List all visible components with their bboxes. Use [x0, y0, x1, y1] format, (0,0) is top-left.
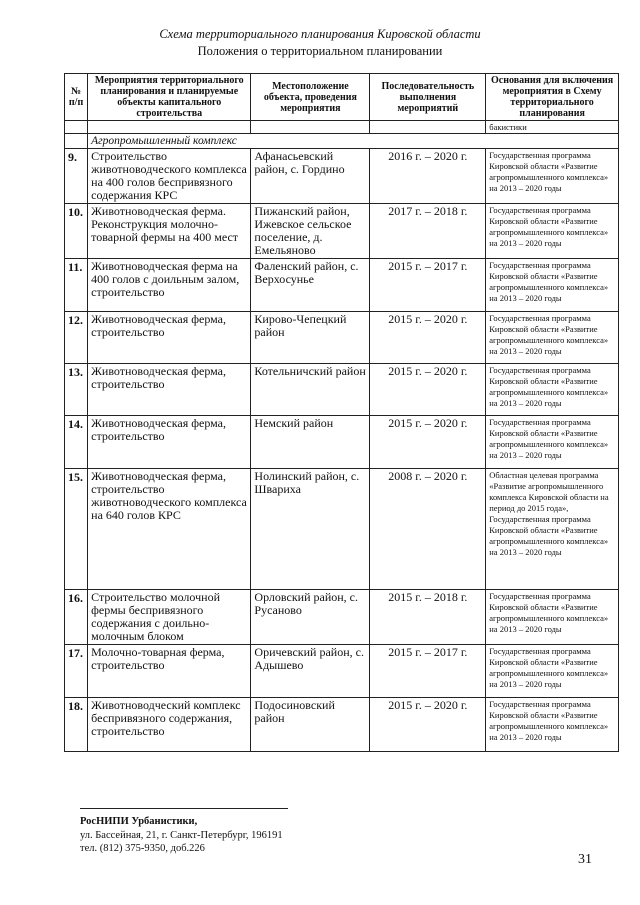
row-basis: Государственная программа Кировской области «Развитие агропромышленного комплекса» на 2013 – 2020 годы — [486, 204, 619, 259]
footer-divider — [80, 808, 288, 809]
row-location: Нолинский район, с. Швариха — [251, 469, 370, 590]
row-activity: Животноводческая ферма, строительство — [88, 312, 251, 364]
page-number: 31 — [578, 852, 592, 867]
row-basis: Государственная программа Кировской области «Развитие агропромышленного комплекса» на 2013 – 2020 годы — [486, 698, 619, 752]
document-subtitle: Положения о территориальном планировании — [197, 44, 443, 58]
row-activity: Молочно-товарная ферма, строительство — [88, 645, 251, 698]
row-period: 2015 г. – 2020 г. — [370, 416, 486, 469]
column-header-location: Местоположение объекта, проведения мероприятия — [251, 74, 370, 121]
row-period: 2008 г. – 2020 г. — [370, 469, 486, 590]
row-period: 2015 г. – 2020 г. — [370, 698, 486, 752]
row-activity: Животноводческая ферма, строительство — [88, 364, 251, 416]
row-period: 2015 г. – 2018 г. — [370, 590, 486, 645]
footer-org: РосНИПИ Урбанистики, — [80, 816, 198, 827]
continuation-row — [65, 121, 619, 134]
section-row — [65, 134, 619, 149]
row-basis: Государственная программа Кировской области «Развитие агропромышленного комплекса» на 2013 – 2020 годы — [486, 259, 619, 312]
row-number: 9. — [65, 149, 88, 204]
table-row — [65, 149, 619, 204]
table-header-row — [65, 74, 619, 121]
document-title: Схема территориального планирования Кировской области — [159, 27, 481, 41]
column-header-sequence: Последовательность выполнения мероприятий — [370, 74, 486, 121]
table-row — [65, 204, 619, 259]
column-header-basis: Основания для включения мероприятия в Схему территориального планирования — [486, 74, 619, 121]
row-activity: Животноводческая ферма на 400 голов с доильным залом, строительство — [88, 259, 251, 312]
row-basis: Государственная программа Кировской области «Развитие агропромышленного комплекса» на 2013 – 2020 годы — [486, 149, 619, 204]
row-number: 12. — [65, 312, 88, 364]
row-activity: Строительство животноводческого комплекса на 400 голов беспривязного содержания КРС — [88, 149, 251, 204]
column-header-number: № п/п — [65, 74, 88, 121]
column-header-activity: Мероприятия территориального планирования и планируемые объекты капитального строительства — [88, 74, 251, 121]
row-number: 14. — [65, 416, 88, 469]
row-location: Подосиновский район — [251, 698, 370, 752]
row-location: Орловский район, с. Русаново — [251, 590, 370, 645]
row-period: 2017 г. – 2018 г. — [370, 204, 486, 259]
row-location: Фаленский район, с. Верхосунье — [251, 259, 370, 312]
table-row — [65, 645, 619, 698]
row-location: Пижанский район, Ижевское сельское поселение, д. Емельяново — [251, 204, 370, 259]
row-basis: Государственная программа Кировской области «Развитие агропромышленного комплекса» на 2013 – 2020 годы — [486, 312, 619, 364]
row-period: 2015 г. – 2020 г. — [370, 312, 486, 364]
row-period: 2016 г. – 2020 г. — [370, 149, 486, 204]
row-location: Немский район — [251, 416, 370, 469]
row-basis: Государственная программа Кировской области «Развитие агропромышленного комплекса» на 2013 – 2020 годы — [486, 645, 619, 698]
row-location: Котельничский район — [251, 364, 370, 416]
row-number: 11. — [65, 259, 88, 312]
table-row — [65, 590, 619, 645]
section-title: Агропромышленный комплекс — [88, 134, 619, 149]
footer-address: ул. Бассейная, 21, г. Санкт-Петербург, 196191 — [80, 830, 283, 841]
row-number: 13. — [65, 364, 88, 416]
table-row — [65, 469, 619, 590]
row-activity: Животноводческий комплекс беспривязного содержания, строительство — [88, 698, 251, 752]
row-activity: Животноводческая ферма. Реконструкция молочно-товарной фермы на 400 мест — [88, 204, 251, 259]
row-number: 17. — [65, 645, 88, 698]
row-activity: Животноводческая ферма, строительство — [88, 416, 251, 469]
measures-table — [64, 73, 619, 752]
table-row — [65, 416, 619, 469]
table-row — [65, 259, 619, 312]
row-basis: Государственная программа Кировской области «Развитие агропромышленного комплекса» на 2013 – 2020 годы — [486, 590, 619, 645]
row-location: Оричевский район, с. Адышево — [251, 645, 370, 698]
row-number: 10. — [65, 204, 88, 259]
row-period: 2015 г. – 2017 г. — [370, 259, 486, 312]
row-period: 2015 г. – 2017 г. — [370, 645, 486, 698]
row-activity: Животноводческая ферма, строительство животноводческого комплекса на 640 голов КРС — [88, 469, 251, 590]
row-basis: Государственная программа Кировской области «Развитие агропромышленного комплекса» на 2013 – 2020 годы — [486, 364, 619, 416]
row-basis: Государственная программа Кировской области «Развитие агропромышленного комплекса» на 2013 – 2020 годы — [486, 416, 619, 469]
row-number: 16. — [65, 590, 88, 645]
table-row — [65, 312, 619, 364]
footer-phone: тел. (812) 375-9350, доб.226 — [80, 843, 205, 854]
row-activity: Строительство молочной фермы беспривязного содержания с доильно-молочным блоком — [88, 590, 251, 645]
table-row — [65, 698, 619, 752]
row-period: 2015 г. – 2020 г. — [370, 364, 486, 416]
row-number: 15. — [65, 469, 88, 590]
basis-continuation: бакистики — [486, 121, 619, 134]
row-number: 18. — [65, 698, 88, 752]
row-location: Афанасьевский район, с. Гордино — [251, 149, 370, 204]
table-row — [65, 364, 619, 416]
row-basis: Областная целевая программа «Развитие агропромышленного комплекса Кировской области на период до 2015 года», Государственная программа Кировской области «Развитие агропромышленного комплекса» на 2013 – 2020 годы — [486, 469, 619, 590]
row-location: Кирово-Чепецкий район — [251, 312, 370, 364]
